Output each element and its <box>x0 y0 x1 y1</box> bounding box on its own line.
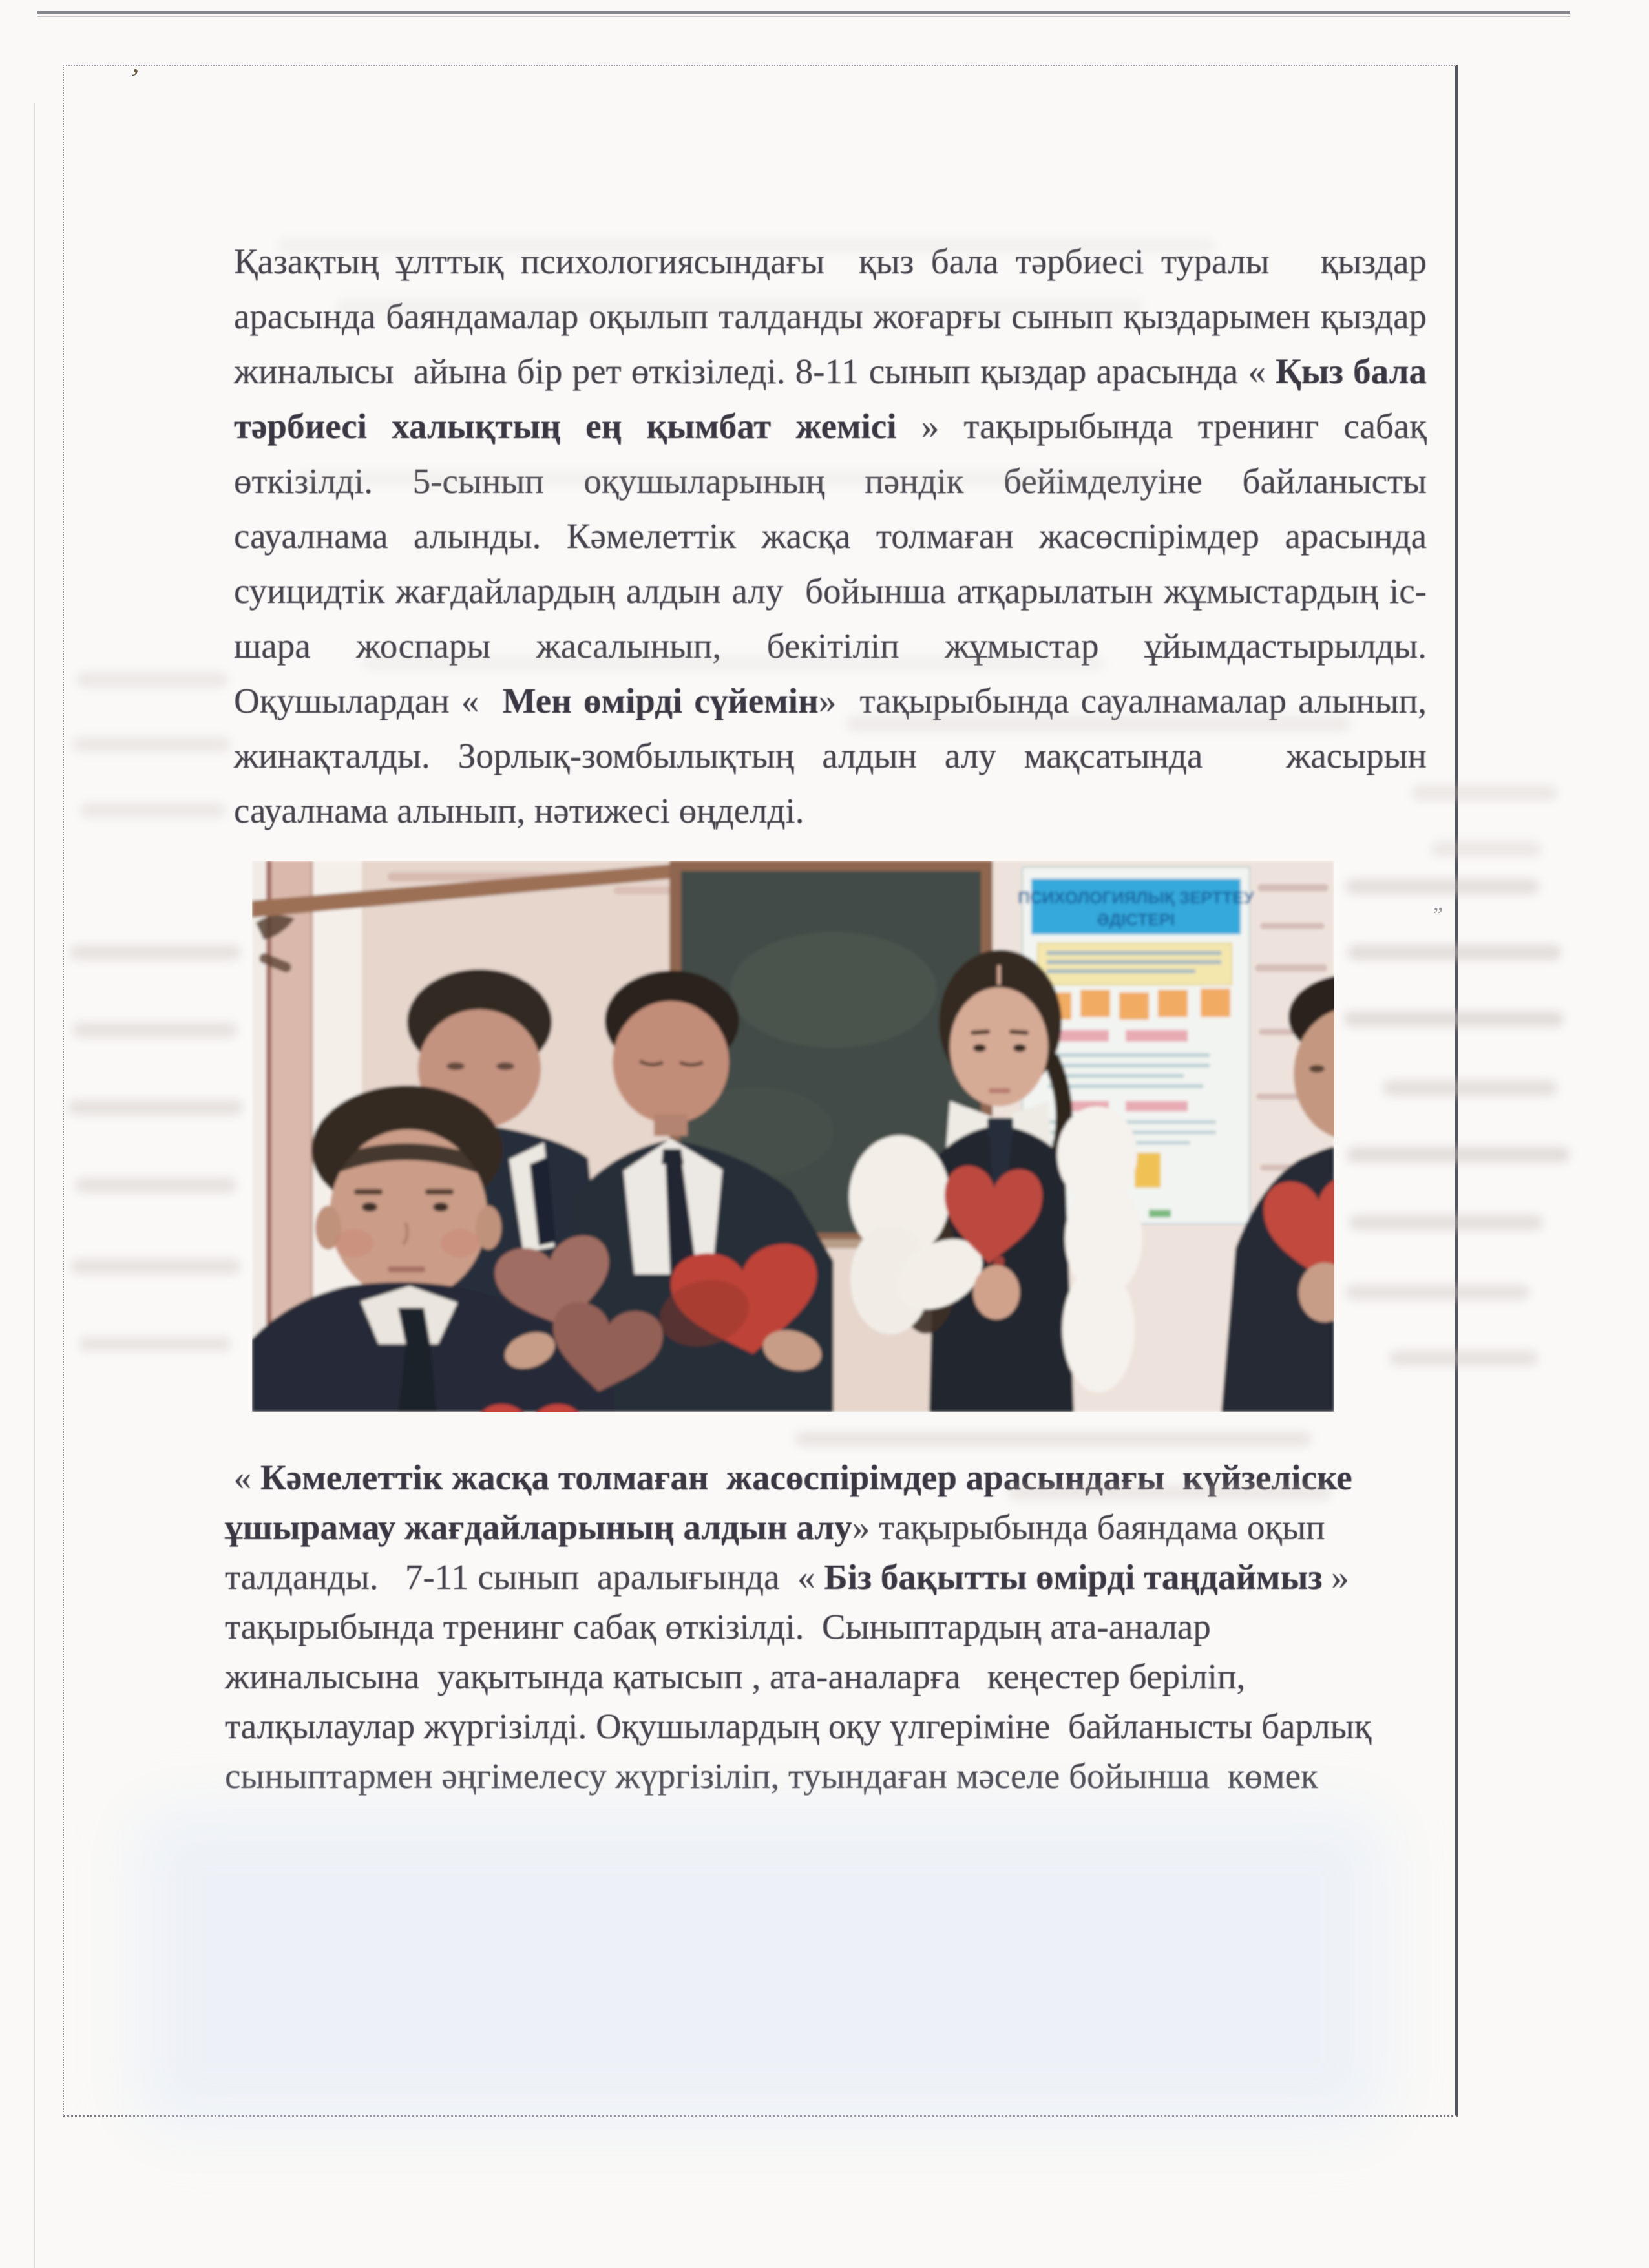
stray-mark: ʼ <box>126 62 142 95</box>
text-segment: » <box>1322 1557 1349 1597</box>
bleed-through-artifact <box>1412 785 1557 801</box>
scan-edge-line-shadow <box>37 16 1570 17</box>
paragraph-1 <box>234 234 1427 838</box>
bleed-through-artifact <box>297 470 1170 486</box>
text-line <box>234 289 1427 344</box>
poster-title-line1: ПСИХОЛОГИЯЛЫҚ ЗЕРТТЕУ <box>1018 888 1254 907</box>
bleed-through-artifact <box>846 716 1350 731</box>
text-line <box>225 1652 1401 1701</box>
text-segment: суицидтік жағдайлардың алдын алу бойынша атқарылатын жұмыстардың іс- <box>234 571 1427 611</box>
text-segment: сауалнама алынды. Кәмелеттік жасқа толмаған жасөспірімдер арасында <box>234 516 1427 556</box>
text-segment-bold: Біз бақытты өмірді таңдаймыз <box>824 1557 1323 1597</box>
text-segment: арасында баяндамалар оқылып талданды жоғарғы сынып қыздарымен қыздар <box>234 297 1427 336</box>
bleed-through-artifact <box>1383 1080 1557 1096</box>
text-segment: шара жоспары жасалынып, бекітіліп жұмыстар ұйымдастырылды. <box>234 626 1427 666</box>
scan-left-edge-line <box>34 103 35 2268</box>
bleed-through-artifact <box>1431 841 1541 857</box>
scan-edge-line <box>37 11 1570 14</box>
text-line <box>225 1751 1401 1801</box>
text-segment: тақырыбында тренинг сабақ өткізілді. Сыныптардың ата-аналар <box>225 1607 1211 1646</box>
text-segment-bold: Кәмелеттік жасқа толмаған жасөспірімдер арасындағы күйзеліске <box>260 1458 1352 1497</box>
stray-mark: ” <box>1433 903 1444 927</box>
text-line <box>234 509 1427 563</box>
text-segment: талқылаулар жүргізілді. Оқушылардың оқу үлгеріміне байланысты барлық <box>225 1706 1372 1746</box>
bleed-through-artifact <box>362 655 1105 671</box>
text-line <box>225 1701 1401 1751</box>
bleed-through-artifact <box>1347 1147 1570 1162</box>
bleed-through-artifact <box>71 1259 240 1274</box>
text-line <box>225 1602 1401 1652</box>
bleed-through-artifact <box>72 737 231 752</box>
bleed-through-artifact <box>1389 1350 1538 1366</box>
text-segment-bold: ұшырамау жағдайларының алдын алу <box>225 1507 852 1547</box>
bleed-through-artifact <box>70 945 241 960</box>
text-segment: талданды. 7-11 сынып аралығында « <box>225 1557 824 1597</box>
text-segment: сауалнама алынып, нәтижесі өңделді. <box>234 791 804 830</box>
text-segment: өткізілді. 5-сынып оқушыларының пәндік бейімделуіне байланысты <box>234 461 1427 501</box>
text-segment: жиналысы айына бір рет өткізіледі. 8-11 сынып қыздар арасында « <box>234 352 1276 391</box>
text-segment: сыныптармен әңгімелесу жүргізіліп, туындаған мәселе бойынша көмек <box>225 1756 1318 1796</box>
bleed-through-artifact <box>1345 1285 1529 1300</box>
text-line <box>234 399 1427 454</box>
bleed-through-artifact <box>80 803 226 818</box>
bleed-through-artifact <box>1008 1485 1331 1500</box>
bleed-through-artifact <box>1349 1215 1543 1230</box>
text-segment: жинақталды. Зорлық-зомбылықтың алдын алу мақсатында жасырын <box>234 736 1427 775</box>
text-segment-bold: Мен өмірді сүйемін <box>502 681 819 720</box>
text-line <box>234 344 1427 399</box>
text-segment: жиналысына уақытында қатысып , ата-аналарға кеңестер беріліп, <box>225 1657 1246 1696</box>
text-line <box>225 1552 1401 1602</box>
bleed-through-artifact <box>76 672 228 688</box>
bleed-through-artifact <box>1348 945 1561 960</box>
bleed-through-artifact <box>72 1022 237 1038</box>
paragraph-2 <box>225 1453 1401 1801</box>
bleed-through-artifact <box>68 1100 243 1115</box>
classroom-photo <box>252 861 1334 1412</box>
bleed-through-artifact <box>1345 879 1539 894</box>
bleed-through-artifact <box>336 299 1144 314</box>
scan-tint-patch <box>132 1806 1389 2132</box>
text-line <box>234 783 1427 838</box>
text-segment-bold: тәрбиесі халықтың ең қымбат жемісі <box>234 406 897 446</box>
text-line <box>234 728 1427 783</box>
poster-title-line2: ӘДІСТЕРІ <box>1097 910 1175 929</box>
text-segment: » тақырыбында сауалнамалар алынып, <box>818 681 1427 720</box>
bleed-through-artifact <box>75 1177 236 1193</box>
bleed-through-artifact <box>795 1431 1312 1447</box>
text-segment: » тақырыбында тренинг сабақ <box>896 406 1427 446</box>
bleed-through-artifact <box>278 238 1215 253</box>
text-line <box>234 563 1427 618</box>
text-segment: » тақырыбында баяндама оқып <box>852 1507 1325 1547</box>
text-segment: « <box>225 1458 260 1497</box>
text-segment-bold: Қыз бала <box>1276 352 1427 391</box>
bleed-through-artifact <box>79 1336 231 1352</box>
text-segment: Оқушылардан « <box>234 681 503 720</box>
text-line <box>225 1502 1401 1552</box>
text-segment: Қазақтың ұлттық психологиясындағы қыз бала тәрбиесі туралы қыздар <box>234 242 1427 281</box>
bleed-through-artifact <box>1344 1011 1564 1027</box>
